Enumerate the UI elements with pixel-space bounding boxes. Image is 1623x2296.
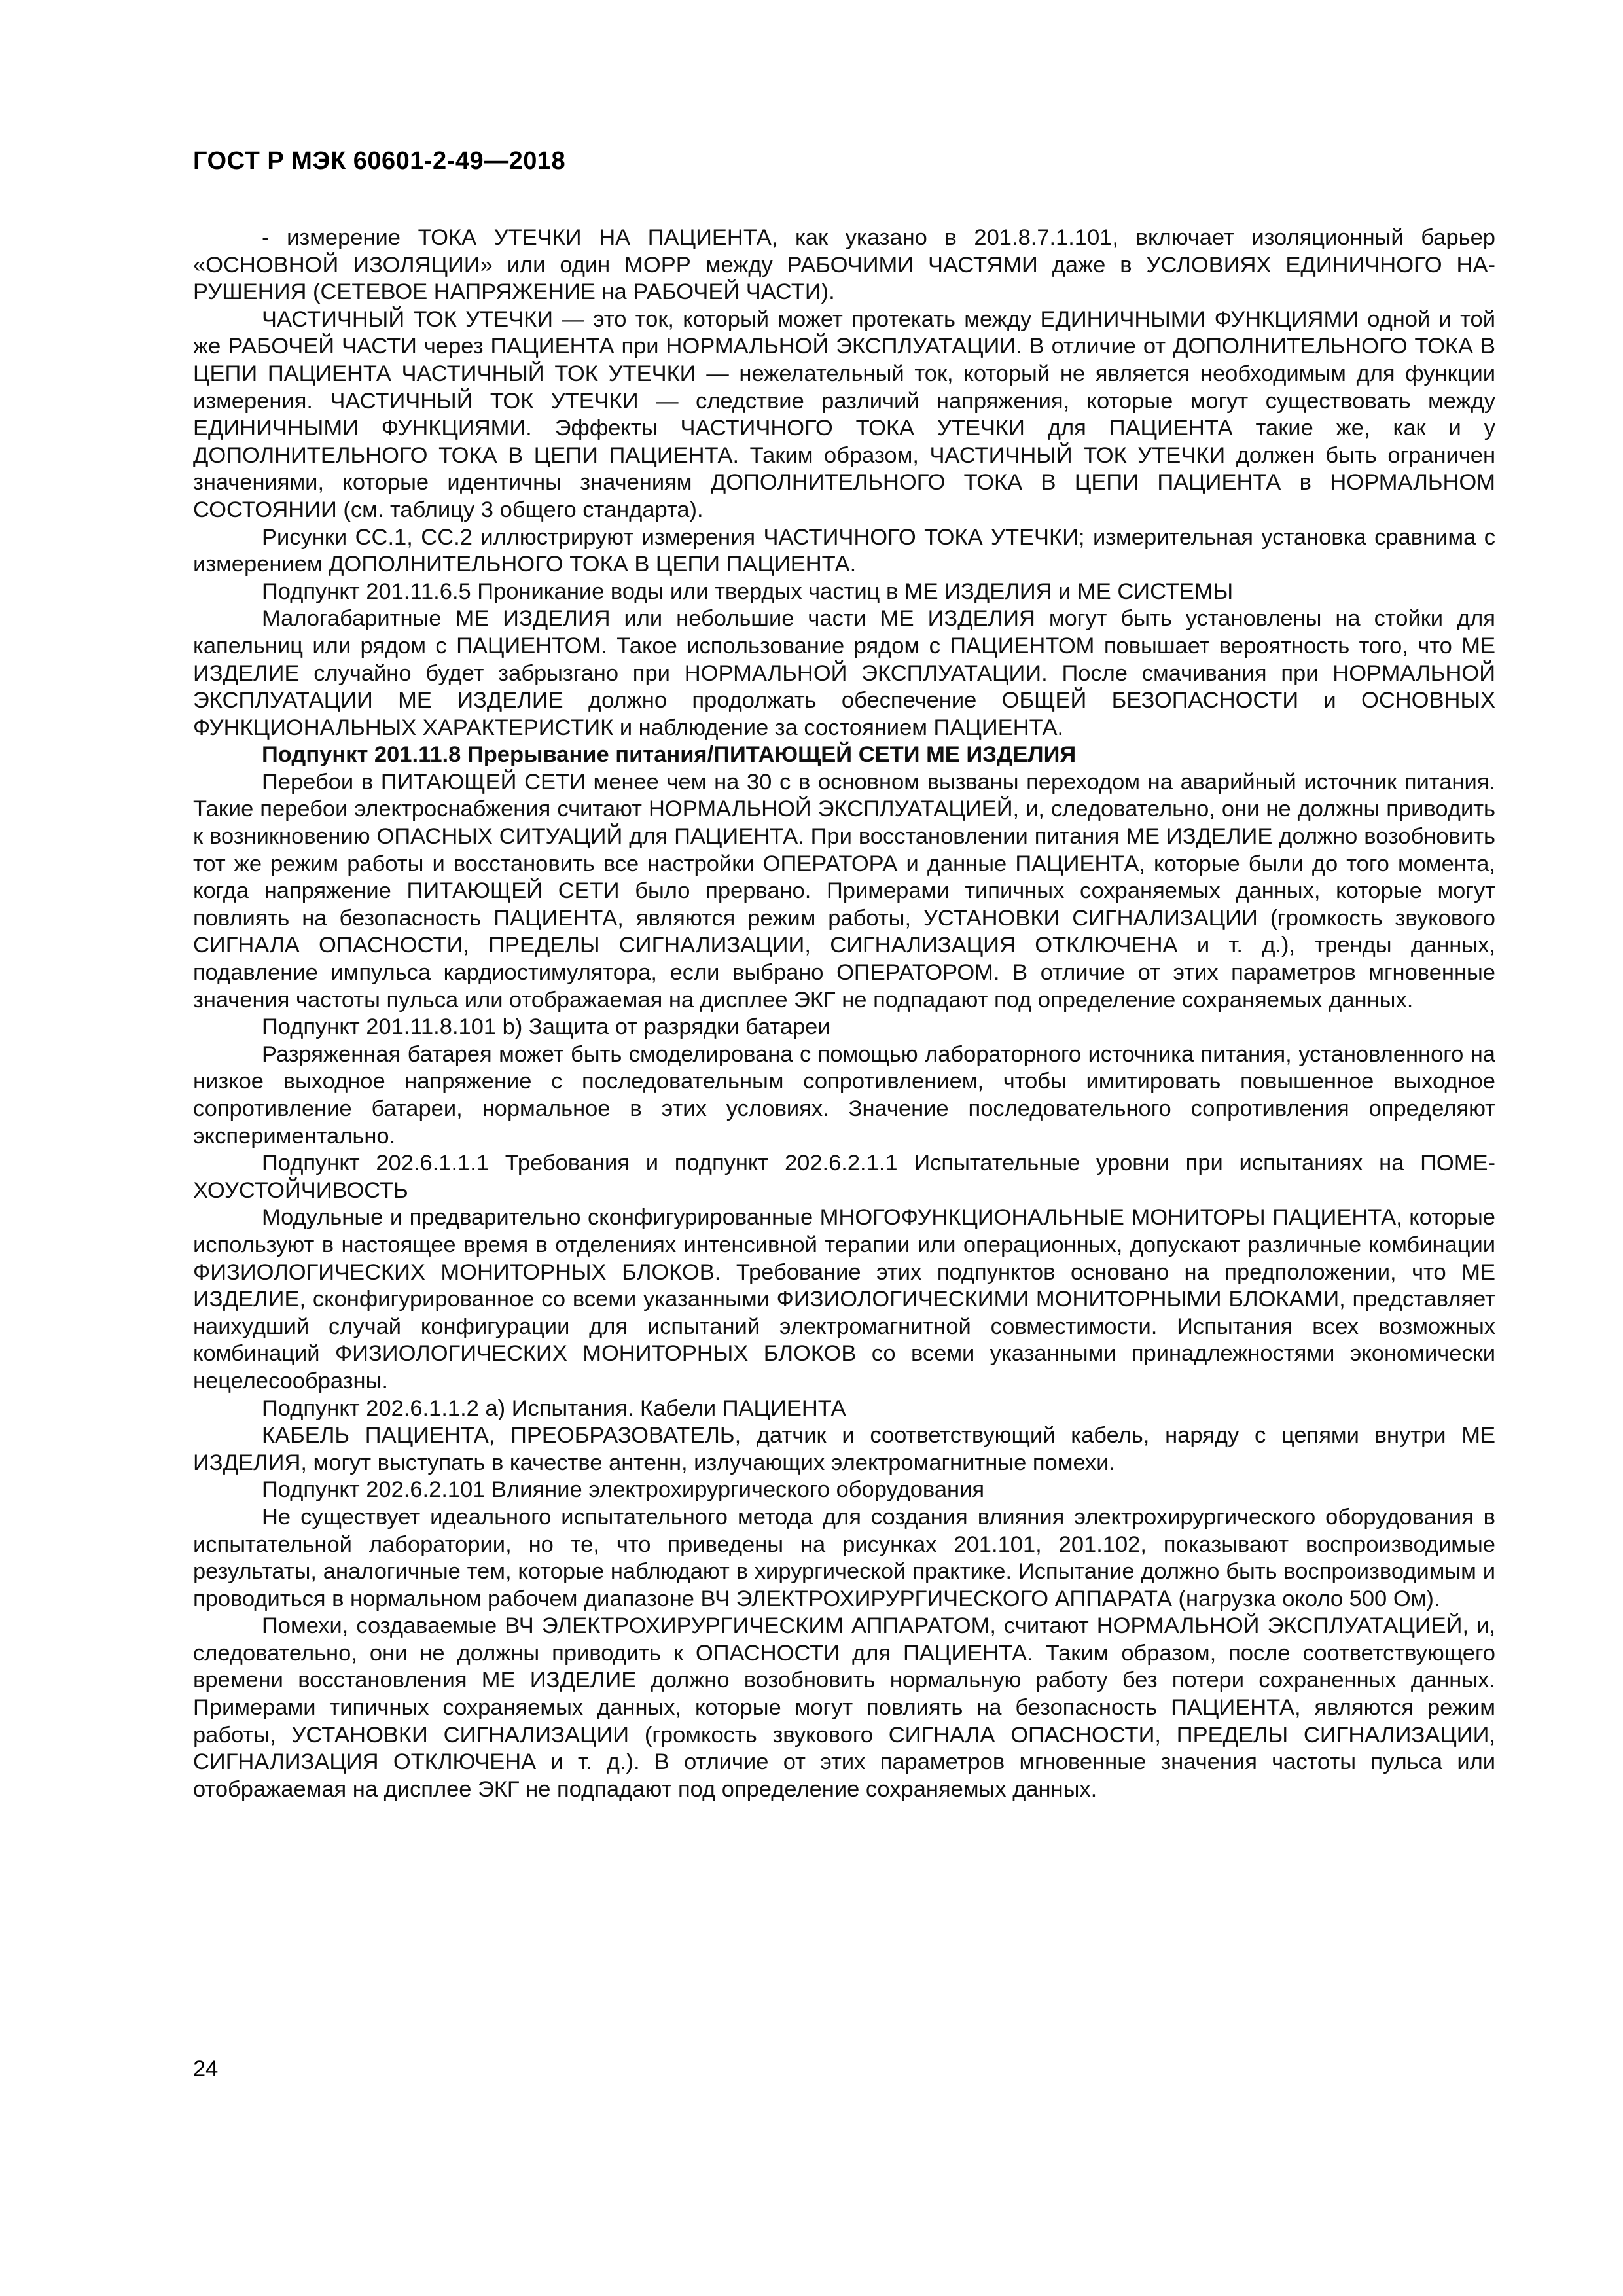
page-number: 24 — [193, 2056, 219, 2081]
subclause-heading-201-11-8: Подпункт 201.11.8 Прерывание питания/ПИТАЮЩЕЙ СЕТИ МЕ ИЗДЕЛИЯ — [262, 742, 1077, 768]
subclause-heading-202-6-2-101: Подпункт 202.6.2.101 Влияние электрохирургического оборудования — [262, 1477, 985, 1503]
document-header: ГОСТ Р МЭК 60601-2-49—2018 — [193, 147, 566, 175]
paragraph-electrosurgical-test: Не существует идеального испытательного метода для создания влияния электрохирургического оборудования в испытательной лаборатории, но те, что приведены на рисунках 201.101, 201.102, показывают воспроизводимые результаты, аналогичные тем, которые наблюдают в хирургической практике. Испытание должно быть воспроизводимым и проводиться в нормальном рабочем диапазоне ВЧ ЭЛЕКТРОХИРУРГИЧЕСКОГО АППАРАТА (нагрузка около 500 Ом). — [193, 1504, 1495, 1611]
paragraph-small-me-equipment: Малогабаритные МЕ ИЗДЕЛИЯ или небольшие части МЕ ИЗДЕЛИЯ могут быть установлены на стойки для капельниц или рядом с ПАЦИЕНТОМ. Такое использование рядом с ПАЦИЕНТОМ повышает вероятность того, что МЕ ИЗДЕЛИЕ случайно будет забрызгано при НОРМАЛЬНОЙ ЭКСПЛУАТАЦИИ. После смачивания при НОРМАЛЬНОЙ ЭКСПЛУАТАЦИИ МЕ ИЗДЕЛИЕ должно продолжать обеспечение ОБЩЕЙ БЕЗОПАСНОСТИ и ОСНОВНЫХ ФУНКЦИОНАЛЬНЫХ ХАРАКТЕРИСТИК и наблюдение за состоянием ПАЦИЕНТА. — [193, 606, 1495, 740]
paragraph-partial-leakage-current: ЧАСТИЧНЫЙ ТОК УТЕЧКИ — это ток, который может протекать между ЕДИНИЧНЫМИ ФУНКЦИЯМИ одной и той же РАБОЧЕЙ ЧАСТИ через ПАЦИЕНТА при НОРМАЛЬНОЙ ЭКСПЛУАТАЦИИ. В отличие от ДОПОЛНИТЕЛЬНОГО ТОКА В ЦЕПИ ПАЦИЕНТА ЧАСТИЧНЫЙ ТОК УТЕЧКИ — нежелательный ток, который не является необходимым для функции измерения. ЧАСТИЧНЫЙ ТОК УТЕЧКИ — следствие различий напряжения, которые могут существовать между ЕДИНИЧНЫМИ ФУНКЦИЯМИ. Эффекты ЧАСТИЧНОГО ТОКА УТЕЧКИ для ПАЦИЕНТА такие же, как и у ДОПОЛНИТЕЛЬНОГО ТОКА В ЦЕПИ ПАЦИЕНТА. Таким образом, ЧАСТИЧНЫЙ ТОК УТЕЧКИ должен быть ограничен значениями, которые идентичны значениям ДОПОЛНИТЕЛЬНОГО ТОКА В ЦЕПИ ПАЦИЕНТА в НОРМАЛЬНОМ СОСТОЯНИИ (см. таблицу 3 общего стандарта). — [193, 306, 1495, 522]
paragraph-power-interruption: Перебои в ПИТАЮЩЕЙ СЕТИ менее чем на 30 с в основном вызваны переходом на аварийный источник питания. Такие перебои электроснабжения считают НОРМАЛЬНОЙ ЭКСПЛУАТАЦИЕЙ, и, следовательно, они не должны приводить к возникновению ОПАСНЫХ СИТУАЦИЙ для ПАЦИЕНТА. При восстановлении питания МЕ ИЗДЕЛИЕ должно возобновить тот же режим работы и восстановить все настройки ОПЕРАТОРА и данные ПАЦИЕНТА, которые были до того момента, когда напряжение ПИТАЮЩЕЙ СЕТИ было прервано. Примерами типичных сохраняемых данных, которые могут повлиять на безопасность ПАЦИЕНТА, являются режим работы, УСТАНОВКИ СИГНАЛИЗАЦИИ (громкость звукового СИГНАЛА ОПАСНОСТИ, ПРЕДЕЛЫ СИГНАЛИЗАЦИИ, СИГНАЛИЗАЦИЯ ОТКЛЮЧЕНА и т. д.), тренды данных, подавление импульса кардиостимулятора, если выбрано ОПЕРАТОРОМ. В отличие от этих параметров мгновенные значения частоты пульса или отображаемая на дисплее ЭКГ не подпадают под определение сохраняемых данных. — [193, 769, 1495, 1013]
subclause-heading-202-6-1-1-1: Подпункт 202.6.1.1.1 Требования и подпункт 202.6.2.1.1 Испытательные уровни при испытаниях на ПОМЕХОУСТОЙЧИВОСТЬ — [193, 1151, 1495, 1203]
document-body — [193, 224, 1495, 1803]
paragraph-battery-discharge: Разряженная батарея может быть смоделирована с помощью лабораторного источника питания, установленного на низкое выходное напряжение с последовательным сопротивлением, чтобы имитировать повышенное выходное сопротивление батареи, нормальное в этих условиях. Значение последовательного сопротивления определяют экспериментально. — [193, 1041, 1495, 1149]
paragraph-electrosurgical-interference: Помехи, создаваемые ВЧ ЭЛЕКТРОХИРУРГИЧЕСКИМ АППАРАТОМ, считают НОРМАЛЬНОЙ ЭКСПЛУАТАЦИЕЙ, и, следовательно, они не должны приводить к ОПАСНОСТИ для ПАЦИЕНТА. Таким образом, после соответствующего времени восстановления МЕ ИЗДЕЛИЕ должно возобновить нормальную работу без потери сохраненных данных. Примерами типичных сохраняемых данных, которые могут повлиять на безопасность ПАЦИЕНТА, являются режим работы, УСТАНОВКИ СИГНАЛИЗАЦИИ (громкость звукового СИГНАЛА ОПАСНОСТИ, ПРЕДЕЛЫ СИГНАЛИЗАЦИИ, СИГНАЛИЗАЦИЯ ОТКЛЮЧЕНА и т. д.). В отличие от этих параметров мгновенные значения частоты пульса или отображаемая на дисплее ЭКГ не подпадают под определение сохраняемых данных. — [193, 1613, 1495, 1802]
subclause-heading-202-6-1-1-2: Подпункт 202.6.1.1.2 а) Испытания. Кабели ПАЦИЕНТА — [262, 1395, 846, 1421]
subclause-heading-201-11-8-101: Подпункт 201.11.8.101 b) Защита от разрядки батареи — [262, 1014, 830, 1040]
subclause-heading-201-11-6-5: Подпункт 201.11.6.5 Проникание воды или твердых частиц в МЕ ИЗДЕЛИЯ и МЕ СИСТЕМЫ — [262, 579, 1234, 604]
paragraph-leakage-measurement: - измерение ТОКА УТЕЧКИ НА ПАЦИЕНТА, как указано в 201.8.7.1.101, включает изоляционный барьер «ОСНОВНОЙ ИЗОЛЯЦИИ» или один МОРР между РАБОЧИМИ ЧАСТЯМИ даже в УСЛОВИЯХ ЕДИНИЧНОГО НАРУШЕНИЯ (СЕТЕВОЕ НАПРЯЖЕНИЕ на РАБОЧЕЙ ЧАСТИ). — [193, 225, 1495, 305]
paragraph-figures-cc: Рисунки СС.1, СС.2 иллюстрируют измерения ЧАСТИЧНОГО ТОКА УТЕЧКИ; измерительная установка сравнима с измерением ДОПОЛНИТЕЛЬНОГО ТОКА В ЦЕПИ ПАЦИЕНТА. — [193, 524, 1495, 577]
paragraph-patient-cable: КАБЕЛЬ ПАЦИЕНТА, ПРЕОБРАЗОВАТЕЛЬ, датчик и соответствующий кабель, наряду с цепями внутри МЕ ИЗДЕЛИЯ, могут выступать в качестве антенн, излучающих электромагнитные помехи. — [193, 1423, 1495, 1475]
paragraph-modular-monitors: Модульные и предварительно сконфигурированные МНОГОФУНКЦИОНАЛЬНЫЕ МОНИТОРЫ ПАЦИЕНТА, которые используют в настоящее время в отделениях интенсивной терапии или операционных, допускают различные комбинации ФИЗИОЛОГИЧЕСКИХ МОНИТОРНЫХ БЛОКОВ. Требование этих подпунктов основано на предположении, что МЕ ИЗДЕЛИЕ, сконфигурированное со всеми указанными ФИЗИОЛОГИЧЕСКИМИ МОНИТОРНЫМИ БЛОКАМИ, представляет наихудший случай конфигурации для испытаний электромагнитной совместимости. Испытания всех возможных комбинаций ФИЗИОЛОГИЧЕСКИХ МОНИТОРНЫХ БЛОКОВ со всеми указанными принадлежностями экономически нецелесообразны. — [193, 1205, 1495, 1393]
